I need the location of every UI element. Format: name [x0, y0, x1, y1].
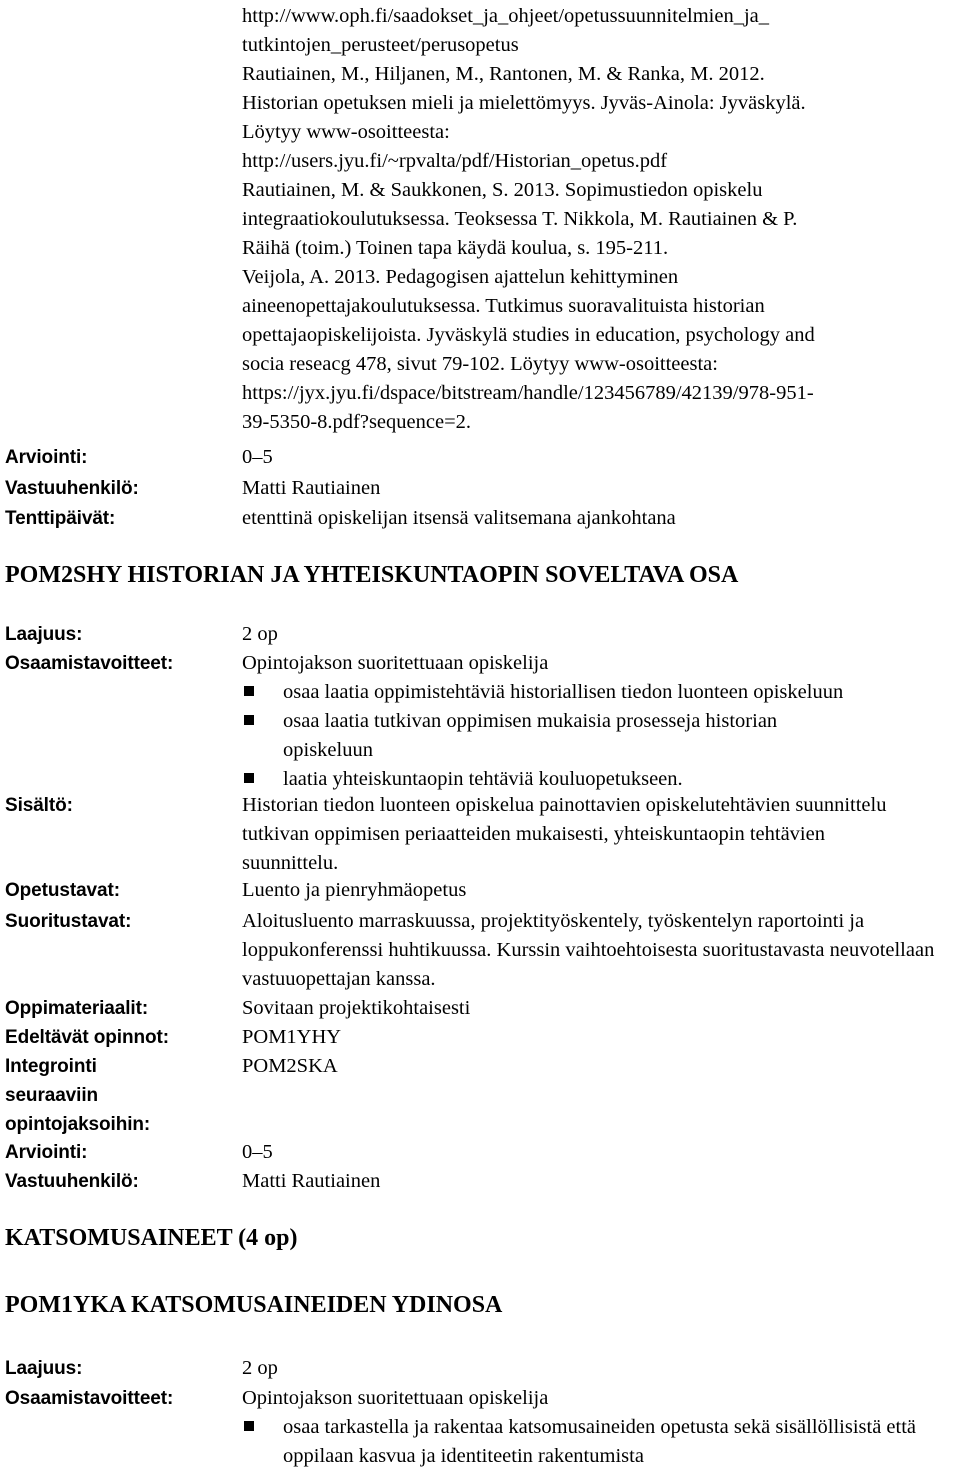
reference-line: Räihä (toim.) Toinen tapa käydä koulua, s. 195-211.	[242, 237, 669, 259]
vastuuhenkilo-label: Vastuuhenkilö:	[5, 478, 139, 499]
reference-line: Veijola, A. 2013. Pedagogisen ajattelun kehittyminen	[242, 266, 679, 288]
course-title: POM1YKA KATSOMUSAINEIDEN YDINOSA	[5, 1292, 503, 1318]
integrointi-label-line: opintojaksoihin:	[5, 1114, 151, 1135]
integrointi-value: POM2SKA	[242, 1055, 338, 1077]
reference-line: Historian opetuksen mieli ja mielettömyys. Jyväs-Ainola: Jyväskylä.	[242, 92, 806, 114]
suoritustavat-label: Suoritustavat:	[5, 911, 132, 932]
arviointi-label: Arviointi:	[5, 1142, 88, 1163]
list-item: osaa laatia tutkivan oppimisen mukaisia prosesseja historian opiskeluun	[242, 707, 843, 765]
edeltavat-label: Edeltävät opinnot:	[5, 1027, 169, 1048]
reference-line: socia reseacg 478, sivut 79-102. Löytyy www-osoitteesta:	[242, 353, 718, 375]
reference-line: http://www.oph.fi/saadokset_ja_ohjeet/opetussuunnitelmien_ja_	[242, 5, 770, 27]
laajuus-value: 2 op	[242, 623, 278, 645]
reference-line: https://jyx.jyu.fi/dspace/bitstream/handle/123456789/42139/978-951-	[242, 382, 814, 404]
tenttipaivat-value: etenttinä opiskelijan itsensä valitsemana ajankohtana	[242, 507, 676, 529]
osaamistavoitteet-value	[242, 1384, 958, 1471]
tenttipaivat-label: Tenttipäivät:	[5, 508, 116, 529]
reference-item	[242, 2, 958, 60]
opetustavat-value: Luento ja pienryhmäopetus	[242, 879, 467, 901]
section-heading: KATSOMUSAINEET (4 op)	[5, 1225, 298, 1251]
reference-item	[242, 263, 958, 437]
integrointi-label-line: seuraaviin	[5, 1085, 98, 1106]
reference-item	[242, 176, 958, 263]
laajuus-label: Laajuus:	[5, 1358, 83, 1379]
reference-line: Löytyy www-osoitteesta:	[242, 121, 450, 143]
vastuuhenkilo-value: Matti Rautiainen	[242, 477, 381, 499]
list-item: osaa laatia oppimistehtäviä historiallisen tiedon luonteen opiskeluun	[242, 678, 958, 707]
list-item: laatia yhteiskuntaopin tehtäviä kouluopetukseen.	[242, 765, 958, 794]
suoritustavat-value: Aloitusluento marraskuussa, projektityöskentely, työskentelyn raportointi ja loppukonferenssi huhtikuussa. Kurssin vaihtoehtoisesta suoritustavasta neuvotellaan vastuuopettajan kanssa.	[242, 910, 935, 990]
course-title: POM2SHY HISTORIAN JA YHTEISKUNTAOPIN SOVELTAVA OSA	[5, 562, 739, 588]
osaamistavoitteet-value	[242, 649, 958, 794]
osaamistavoitteet-label: Osaamistavoitteet:	[5, 653, 174, 674]
reference-line: tutkintojen_perusteet/perusopetus	[242, 34, 519, 56]
sisalto-label: Sisältö:	[5, 795, 73, 816]
opetustavat-label: Opetustavat:	[5, 880, 120, 901]
arviointi-value: 0–5	[242, 446, 273, 468]
reference-line: opettajaopiskelijoista. Jyväskylä studies in education, psychology and	[242, 324, 815, 346]
reference-list	[242, 2, 958, 437]
oppimateriaalit-label: Oppimateriaalit:	[5, 998, 149, 1019]
osaamistavoitteet-intro: Opintojakson suoritettuaan opiskelija	[242, 1387, 549, 1409]
sisalto-value: Historian tiedon luonteen opiskelua painottavien opiskelutehtävien suunnittelu tutkivan oppimisen periaatteiden mukaisesti, yhteiskuntaopin tehtävien suunnittelu.	[242, 794, 887, 874]
osaamistavoitteet-intro: Opintojakson suoritettuaan opiskelija	[242, 652, 549, 674]
arviointi-value: 0–5	[242, 1141, 273, 1163]
laajuus-value: 2 op	[242, 1357, 278, 1379]
arviointi-label: Arviointi:	[5, 447, 88, 468]
integrointi-label-line: Integrointi	[5, 1056, 97, 1077]
edeltavat-value: POM1YHY	[242, 1026, 342, 1048]
integrointi-label	[5, 1052, 150, 1139]
osaamistavoitteet-label: Osaamistavoitteet:	[5, 1388, 174, 1409]
reference-line: 39-5350-8.pdf?sequence=2.	[242, 411, 472, 433]
reference-line: Rautiainen, M., Hiljanen, M., Rantonen, M. & Ranka, M. 2012.	[242, 63, 765, 85]
reference-item	[242, 60, 958, 176]
laajuus-label: Laajuus:	[5, 624, 83, 645]
reference-line: integraatiokoulutuksessa. Teoksessa T. Nikkola, M. Rautiainen & P.	[242, 208, 798, 230]
oppimateriaalit-value: Sovitaan projektikohtaisesti	[242, 997, 471, 1019]
goal-list	[242, 1413, 958, 1471]
list-item: osaa tarkastella ja rakentaa katsomusaineiden opetusta sekä sisällöllisistä että oppilaan kasvua ja identiteetin rakentumista	[242, 1413, 943, 1471]
goal-list	[242, 678, 958, 794]
vastuuhenkilo-label: Vastuuhenkilö:	[5, 1171, 139, 1192]
reference-line: Rautiainen, M. & Saukkonen, S. 2013. Sopimustiedon opiskelu	[242, 179, 763, 201]
reference-line: aineenopettajakoulutuksessa. Tutkimus suoravalituista historian	[242, 295, 765, 317]
vastuuhenkilo-value: Matti Rautiainen	[242, 1170, 381, 1192]
reference-line: http://users.jyu.fi/~rpvalta/pdf/Historian_opetus.pdf	[242, 150, 668, 172]
